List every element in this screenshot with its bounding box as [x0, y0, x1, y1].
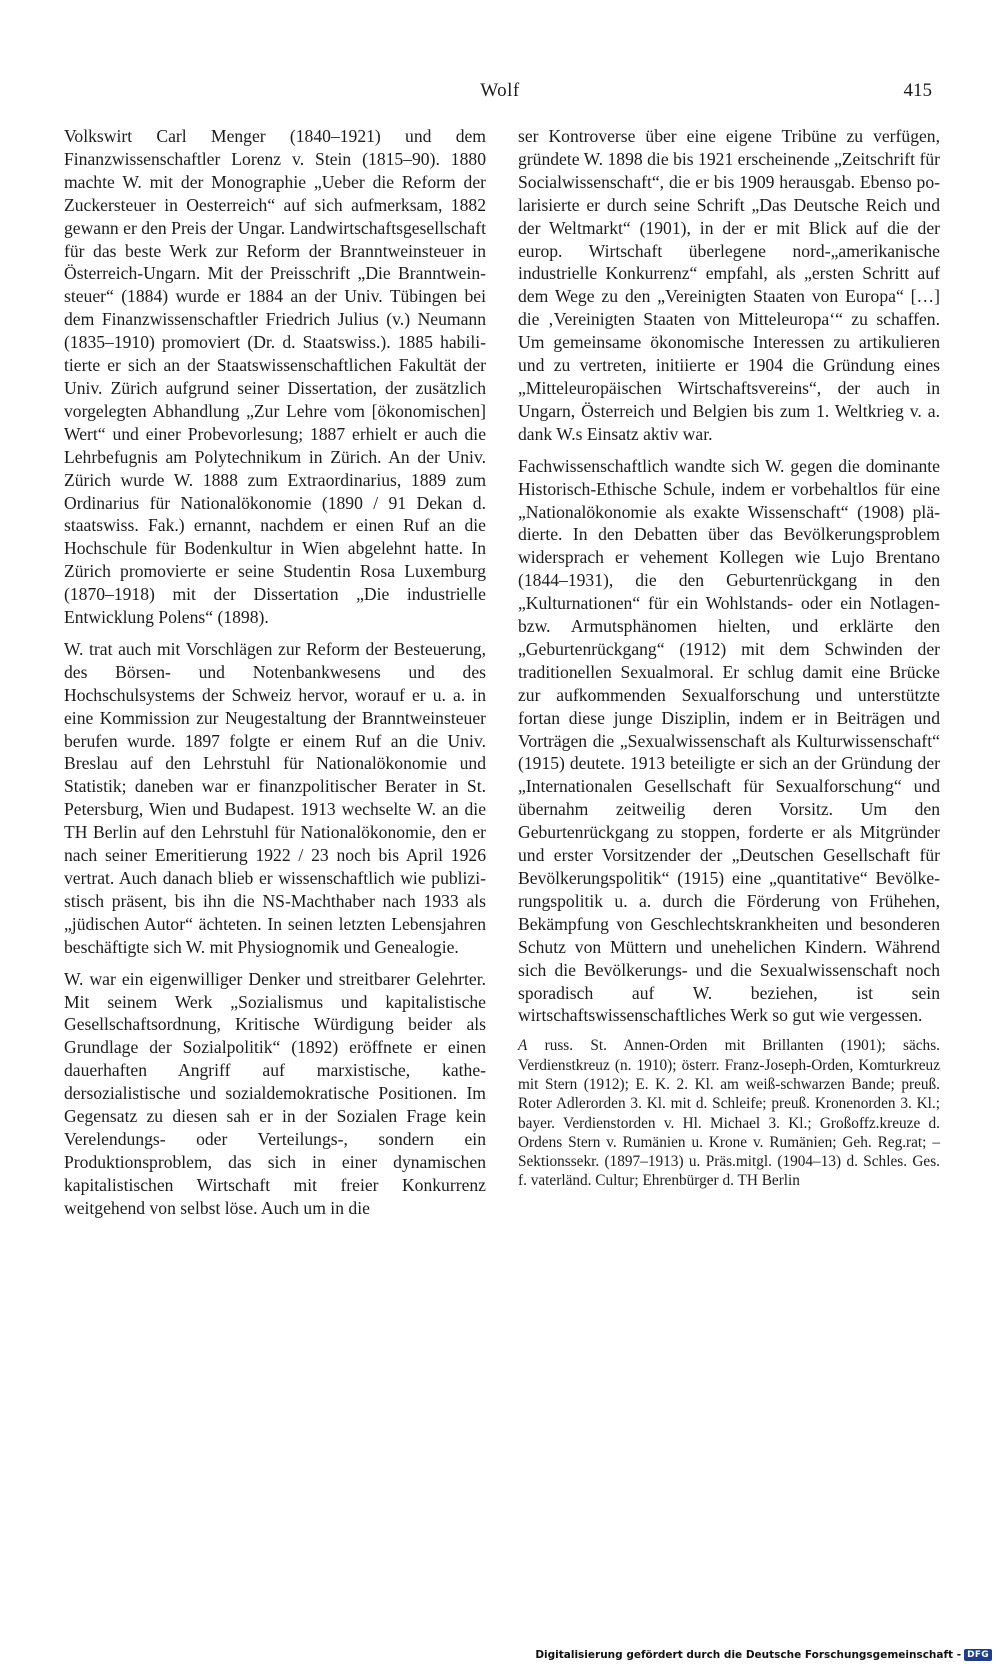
dfg-logo: DFG: [964, 1649, 992, 1661]
paragraph: ser Kontroverse über eine eigene Tribüne zu verfügen, gründete W. 1898 die bis 1921 erscheinende „Zeitschrift für Socialwissenschaft“, die er bis 1909 herausgab. Ebenso polarisierte er durch seine Schrift „Das Deutsche Reich und der Weltmarkt“ (1901), in der er mit Blick auf die der europ. Wirtschaft überlegene nord-„amerikanische industrielle Konkurrenz“ empfahl, als „ersten Schritt auf dem Wege zu den „Vereinigten Staaten von Europa“ […] die ‚Vereinigten Staaten von Mitteleuropa‘“ zu schaffen. Um gemeinsame ökonomische Interessen zu artikulieren und zu vertreten, initiierte er 1904 die Gründung eines „Mitteleuropäischen Wirtschaftsvereins“, der auch in Ungarn, Österreich und Belgien bis zum 1. Weltkrieg v. a. dank W.s Einsatz aktiv war.: [518, 126, 940, 444]
awards-lead: A: [518, 1037, 528, 1055]
right-column: [518, 125, 940, 1200]
page-header: [0, 80, 1000, 106]
awards-text: russ. St. Annen-Orden mit Brillanten (1901); sächs. Verdienstkreuz (n. 1910); österr. Franz-Joseph-Orden, Komturkreuz mit Stern (1912); E. K. 2. Kl. am weiß-schwarzen Bande; preuß. Roter Adlerorden 3. Kl. mit d. Schleife; preuß. Kronenorden 3. Kl.; bayer. Verdienstorden v. Hl. Michael 3. Kl.; Großoffz.kreuze d. Ordens Stern v. Rumänien u. Krone v. Rumänien; Geh. Reg.rat; – Sektionssekr. (1897–1913) u. Präs.mitgl. (1904–13) d. Schles. Ges. f. vaterländ. Cultur; Ehrenbürger d. TH Berlin: [518, 1037, 940, 1190]
digitization-footer: [535, 1649, 992, 1661]
footer-text: Digitalisierung gefördert durch die Deutsche Forschungsgemeinschaft -: [535, 1649, 962, 1661]
left-column: [64, 125, 486, 1229]
page-number: 415: [903, 80, 932, 101]
running-head: Wolf: [480, 80, 520, 101]
paragraph: W. war ein eigenwilliger Denker und streitbarer Gelehrter. Mit seinem Werk „Sozialismus und kapitalistische Gesellschaftsordnung, Kritische Würdigung beider als Grundlage der Sozialpolitik“ (1892) eröffnete er einen dauerhaften Angriff auf marxistische, kathedersozialistische und sozialdemokratische Positionen. Im Gegensatz zu diesen sah er in der Sozialen Frage kein Verelendungs- oder Verteilungs-, sondern ein Produktionsproblem, das sich in einer dynamischen kapitalistischen Wirtschaft mit freier Konkurrenz weitgehend von selbst löse. Auch um in die: [64, 968, 486, 1218]
paragraph: Volkswirt Carl Menger (1840–1921) und dem Finanzwissenschaftler Lorenz v. Stein (1815–90). 1880 machte W. mit der Monographie „Ueber die Reform der Zuckersteuer in Oesterreich“ auf sich aufmerksam, 1882 gewann er den Preis der Ungar. Landwirtschaftsgesellschaft für das beste Werk zur Reform der Branntweinsteuer in Österreich-Ungarn. Mit der Preisschrift „Die Branntweinsteuer“ (1884) wurde er 1884 an der Univ. Tübingen bei dem Finanzwissenschaftler Friedrich Julius (v.) Neumann (1835–1910) promoviert (Dr. d. Staatswiss.). 1885 habilitierte er sich an der Staatswissenschaftlichen Fakultät der Univ. Zürich aufgrund seiner Dissertation, der zusätzlich vorgelegten Abhandlung „Zur Lehre vom [ökonomischen] Wert“ und einer Probevorlesung; 1887 erhielt er auch die Lehrbefugnis am Polytechnikum in Zürich. An der Univ. Zürich wurde W. 1888 zum Extraordinarius, 1889 zum Ordinarius für Nationalökonomie (1890 / 91 Dekan d. staatswiss. Fak.) ernannt, nachdem er einen Ruf an die Hochschule für Bodenkultur in Wien abgelehnt hatte. In Zürich promovierte er seine Studentin Rosa Luxemburg (1870–1918) mit der Dissertation „Die industrielle Entwicklung Polens“ (1898).: [64, 126, 486, 628]
paragraph: W. trat auch mit Vorschlägen zur Reform der Besteuerung, des Börsen- und Notenbankwesens und des Hochschulsystems der Schweiz hervor, worauf er u. a. in eine Kommission zur Neugestaltung der Branntweinsteuer berufen wurde. 1897 folgte er einem Ruf an die Univ. Breslau auf den Lehrstuhl für Nationalökonomie und Statistik; daneben war er finanzpolitischer Berater in St. Petersburg, Wien und Budapest. 1913 wechselte W. an die TH Berlin auf den Lehrstuhl für Nationalökonomie, den er nach seiner Emeritierung 1922 / 23 noch bis April 1926 vertrat. Auch danach blieb er wissenschaftlich wie publizistisch präsent, bis ihn die NS-Machthaber nach 1933 als „jüdischen Autor“ ächteten. In seinen letzten Lebensjahren beschäftigte sich W. mit Physiognomik und Genealogie.: [64, 638, 486, 957]
paragraph: Fachwissenschaftlich wandte sich W. gegen die dominante Historisch-Ethische Schule, indem er vorbehaltlos für eine „Nationalökonomie als exakte Wissenschaft“ (1908) plädierte. In den Debatten über das Bevölkerungsproblem widersprach er vehement Kollegen wie Lujo Brentano (1844–1931), die den Geburtenrückgang in den „Kulturnationen“ für ein Wohlstands- oder ein Notlagen- bzw. Armutsphänomen hielten, und erklärte den „Geburtenrückgang“ (1912) mit dem Schwinden der traditionellen Sexualmoral. Er schlug damit eine Brücke zur aufkommenden Sexualforschung und unterstützte fortan diese junge Disziplin, indem er in Beiträgen und Vorträgen die „Sexualwissenschaft als Kulturwissenschaft“ (1915) deutete. 1913 beteiligte er sich an der Gründung der „Internationalen Gesellschaft für Sexualforschung“ und übernahm zeitweilig deren Vorsitz. Um den Geburtenrückgang zu stoppen, forderte er als Mitgründer und erster Vorsitzender der „Deutschen Gesellschaft für Bevölkerungspolitik“ (1915) eine „quantitative“ Bevölkerungspolitik u. a. durch die Förderung von Frühehen, Bekämpfung von Geschlechtskrankheiten und besonderen Schutz von Müttern und unehelichen Kindern. Während sich die Bevölkerungs- und die Sexualwissenschaft noch sporadisch auf W. beziehen, ist sein wirtschaftswissenschaftliches Werk so gut wie vergessen.: [518, 455, 940, 1026]
awards-paragraph: [518, 1036, 940, 1190]
